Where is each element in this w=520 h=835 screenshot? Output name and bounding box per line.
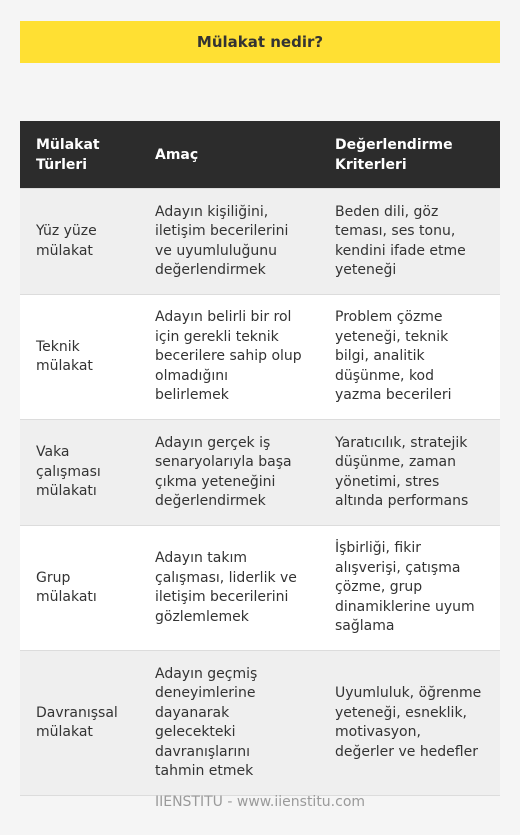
header-evaluation-criteria: Değerlendirme Kriterleri xyxy=(319,121,500,189)
cell-type: Teknik mülakat xyxy=(20,295,139,420)
header-interview-types: Mülakat Türleri xyxy=(20,121,139,189)
cell-purpose: Adayın kişiliğini, iletişim becerilerini ve uyumluluğunu değerlendirmek xyxy=(139,189,319,295)
cell-criteria: Beden dili, göz teması, ses tonu, kendini ifade etme yeteneği xyxy=(319,189,500,295)
footer-credit: IIENSTITU - www.iienstitu.com xyxy=(154,794,366,810)
cell-criteria: Yaratıcılık, stratejik düşünme, zaman yönetimi, stres altında performans xyxy=(319,420,500,526)
table-row xyxy=(20,420,500,526)
cell-purpose: Adayın takım çalışması, liderlik ve iletişim becerilerini gözlemlemek xyxy=(139,526,319,651)
table-row xyxy=(20,189,500,295)
cell-purpose: Adayın belirli bir rol için gerekli teknik becerilere sahip olup olmadığını belirlemek xyxy=(139,295,319,420)
title-banner xyxy=(20,21,500,63)
table-row xyxy=(20,295,500,420)
cell-criteria: Problem çözme yeteneği, teknik bilgi, analitik düşünme, kod yazma becerileri xyxy=(319,295,500,420)
cell-criteria: Uyumluluk, öğrenme yeteneği, esneklik, motivasyon, değerler ve hedefler xyxy=(319,651,500,796)
page-title: Mülakat nedir? xyxy=(196,33,324,51)
table-header-row xyxy=(20,121,500,189)
table-row xyxy=(20,526,500,651)
cell-type: Vaka çalışması mülakatı xyxy=(20,420,139,526)
interview-types-table xyxy=(20,121,500,796)
header-purpose: Amaç xyxy=(139,121,319,189)
cell-type: Grup mülakatı xyxy=(20,526,139,651)
cell-criteria: İşbirliği, fikir alışverişi, çatışma çözme, grup dinamiklerine uyum sağlama xyxy=(319,526,500,651)
cell-purpose: Adayın gerçek iş senaryolarıyla başa çıkma yeteneğini değerlendirmek xyxy=(139,420,319,526)
cell-type: Davranışsal mülakat xyxy=(20,651,139,796)
cell-type: Yüz yüze mülakat xyxy=(20,189,139,295)
cell-purpose: Adayın geçmiş deneyimlerine dayanarak gelecekteki davranışlarını tahmin etmek xyxy=(139,651,319,796)
table-row xyxy=(20,651,500,796)
